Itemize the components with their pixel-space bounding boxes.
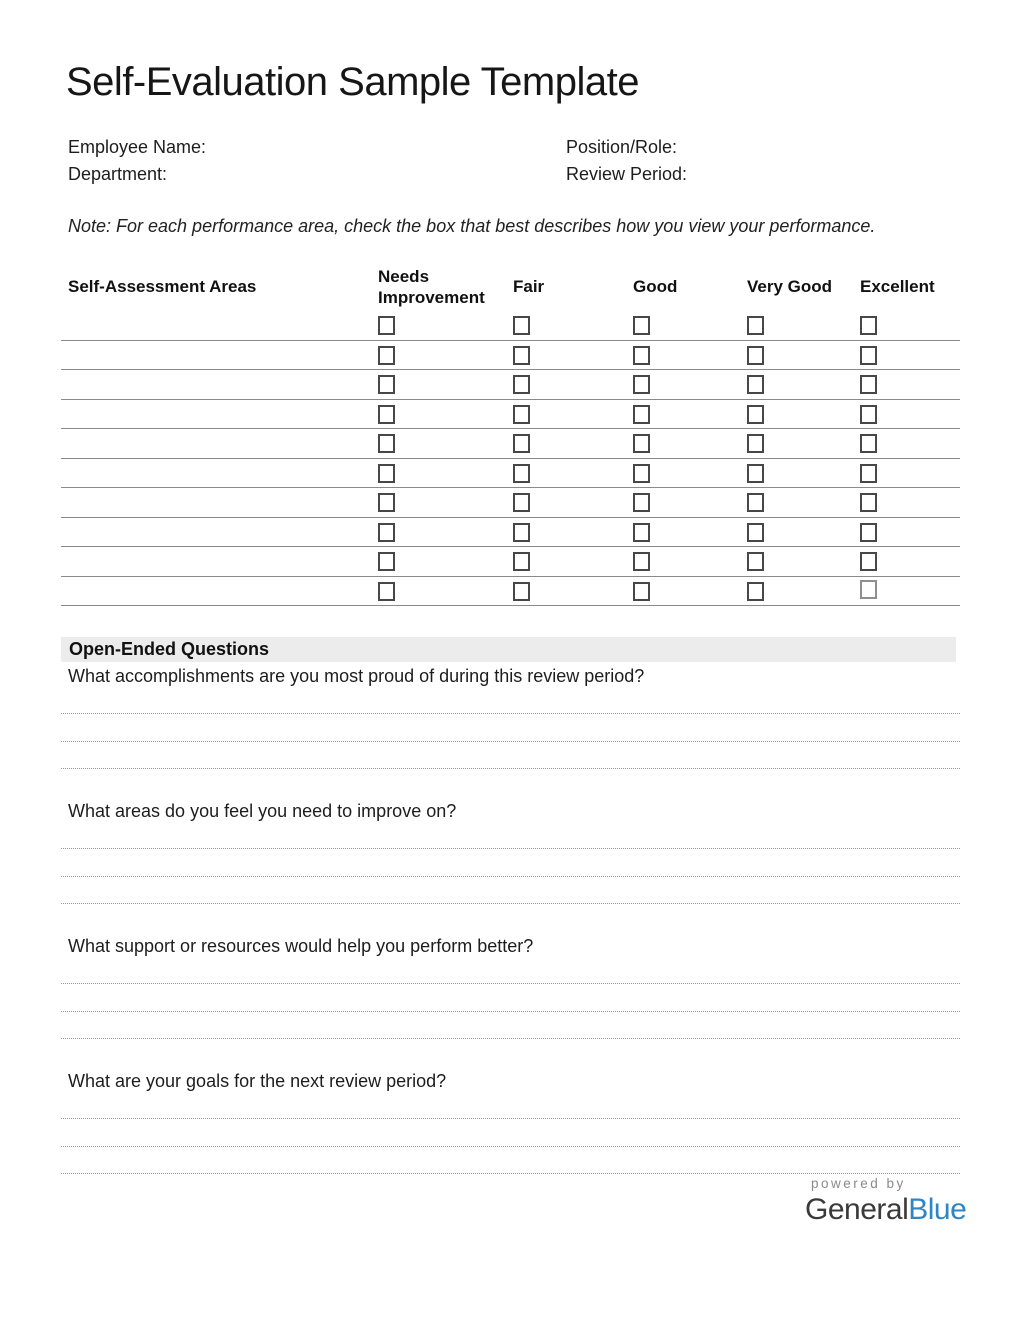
checkbox-fair[interactable] xyxy=(513,316,530,335)
column-header-excellent: Excellent xyxy=(860,277,935,296)
checkbox-fair[interactable] xyxy=(513,346,530,365)
assessment-row xyxy=(61,341,960,371)
checkbox-very-good[interactable] xyxy=(747,582,764,601)
checkbox-very-good[interactable] xyxy=(747,405,764,424)
question-text: What accomplishments are you most proud of during this review period? xyxy=(68,666,645,686)
brand-general-text: General xyxy=(805,1193,909,1226)
checkbox-needs-improvement[interactable] xyxy=(378,552,395,571)
instruction-note: Note: For each performance area, check the box that best describes how you view your performance. xyxy=(68,216,876,236)
open-ended-questions-title: Open-Ended Questions xyxy=(69,639,270,659)
assessment-row xyxy=(61,311,960,341)
open-ended-questions-header xyxy=(61,637,956,662)
checkbox-excellent[interactable] xyxy=(860,523,877,542)
employee-name-label: Employee Name: xyxy=(68,137,207,157)
page-title: Self-Evaluation Sample Template xyxy=(66,60,639,104)
assessment-row xyxy=(61,577,960,607)
assessment-row xyxy=(61,488,960,518)
checkbox-fair[interactable] xyxy=(513,552,530,571)
answer-line[interactable] xyxy=(61,1038,960,1039)
info-left-column xyxy=(68,134,206,188)
answer-line[interactable] xyxy=(61,741,960,742)
powered-by-label: powered by xyxy=(811,1176,906,1191)
checkbox-good[interactable] xyxy=(633,552,650,571)
answer-line[interactable] xyxy=(61,876,960,877)
question-block xyxy=(0,801,1020,911)
checkbox-very-good[interactable] xyxy=(747,346,764,365)
checkbox-excellent[interactable] xyxy=(860,434,877,453)
checkbox-needs-improvement[interactable] xyxy=(378,346,395,365)
checkbox-good[interactable] xyxy=(633,493,650,512)
column-header-needs-improvement: Needs Improvement xyxy=(378,267,485,307)
checkbox-needs-improvement[interactable] xyxy=(378,434,395,453)
checkbox-excellent[interactable] xyxy=(860,552,877,571)
review-period-label: Review Period: xyxy=(566,164,688,184)
answer-line[interactable] xyxy=(61,848,960,849)
checkbox-needs-improvement[interactable] xyxy=(378,493,395,512)
info-right-column xyxy=(566,134,687,188)
generalblue-logo xyxy=(805,1193,966,1227)
column-header-very-good: Very Good xyxy=(747,277,833,296)
checkbox-needs-improvement[interactable] xyxy=(378,523,395,542)
checkbox-needs-improvement[interactable] xyxy=(378,316,395,335)
checkbox-fair[interactable] xyxy=(513,375,530,394)
question-text: What areas do you feel you need to improve on? xyxy=(68,801,457,821)
column-header-self-assessment-areas: Self-Assessment Areas xyxy=(68,277,257,296)
answer-line[interactable] xyxy=(61,1146,960,1147)
brand-blue-text: Blue xyxy=(908,1193,967,1226)
checkbox-excellent[interactable] xyxy=(860,493,877,512)
assessment-table-header xyxy=(61,264,960,310)
answer-line[interactable] xyxy=(61,983,960,984)
checkbox-excellent[interactable] xyxy=(860,316,877,335)
checkbox-fair[interactable] xyxy=(513,434,530,453)
checkbox-very-good[interactable] xyxy=(747,552,764,571)
checkbox-fair[interactable] xyxy=(513,493,530,512)
question-block xyxy=(0,666,1020,776)
department-label: Department: xyxy=(68,164,168,184)
checkbox-excellent[interactable] xyxy=(860,464,877,483)
column-header-good: Good xyxy=(633,277,678,296)
assessment-row xyxy=(61,459,960,489)
checkbox-good[interactable] xyxy=(633,316,650,335)
assessment-table-body xyxy=(61,311,960,606)
answer-line[interactable] xyxy=(61,768,960,769)
checkbox-excellent[interactable] xyxy=(860,346,877,365)
assessment-row xyxy=(61,429,960,459)
checkbox-very-good[interactable] xyxy=(747,523,764,542)
footer-brand xyxy=(805,1176,966,1227)
checkbox-fair[interactable] xyxy=(513,523,530,542)
assessment-row xyxy=(61,518,960,548)
checkbox-fair[interactable] xyxy=(513,582,530,601)
assessment-row xyxy=(61,370,960,400)
checkbox-needs-improvement[interactable] xyxy=(378,582,395,601)
column-header-fair: Fair xyxy=(513,277,545,296)
checkbox-fair[interactable] xyxy=(513,464,530,483)
assessment-row xyxy=(61,400,960,430)
checkbox-needs-improvement[interactable] xyxy=(378,405,395,424)
position-role-label: Position/Role: xyxy=(566,137,678,157)
checkbox-good[interactable] xyxy=(633,405,650,424)
checkbox-excellent[interactable] xyxy=(860,580,877,599)
checkbox-good[interactable] xyxy=(633,346,650,365)
assessment-row xyxy=(61,547,960,577)
question-text: What are your goals for the next review period? xyxy=(68,1071,447,1091)
answer-line[interactable] xyxy=(61,1173,960,1174)
checkbox-needs-improvement[interactable] xyxy=(378,464,395,483)
question-block xyxy=(0,936,1020,1046)
question-text: What support or resources would help you perform better? xyxy=(68,936,534,956)
checkbox-good[interactable] xyxy=(633,582,650,601)
checkbox-very-good[interactable] xyxy=(747,464,764,483)
answer-line[interactable] xyxy=(61,903,960,904)
checkbox-very-good[interactable] xyxy=(747,493,764,512)
answer-line[interactable] xyxy=(61,1118,960,1119)
checkbox-excellent[interactable] xyxy=(860,405,877,424)
answer-line[interactable] xyxy=(61,713,960,714)
checkbox-fair[interactable] xyxy=(513,405,530,424)
checkbox-very-good[interactable] xyxy=(747,434,764,453)
checkbox-needs-improvement[interactable] xyxy=(378,375,395,394)
checkbox-good[interactable] xyxy=(633,523,650,542)
checkbox-good[interactable] xyxy=(633,434,650,453)
answer-line[interactable] xyxy=(61,1011,960,1012)
question-block xyxy=(0,1071,1020,1181)
checkbox-good[interactable] xyxy=(633,375,650,394)
checkbox-very-good[interactable] xyxy=(747,375,764,394)
checkbox-very-good[interactable] xyxy=(747,316,764,335)
checkbox-excellent[interactable] xyxy=(860,375,877,394)
checkbox-good[interactable] xyxy=(633,464,650,483)
